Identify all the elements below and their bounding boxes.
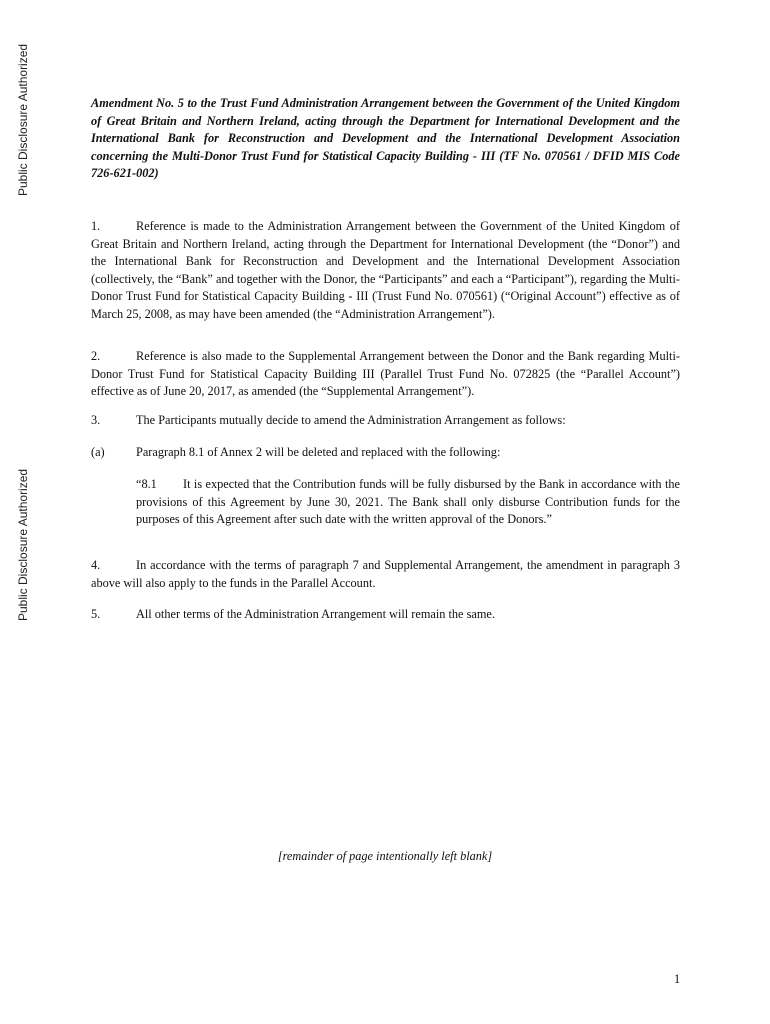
paragraph-number: 2. <box>91 349 101 363</box>
paragraph-text: All other terms of the Administration Arrangement will remain the same. <box>136 607 495 621</box>
document-title: Amendment No. 5 to the Trust Fund Administration Arrangement between the Government of the United Kingdom of Great Britain and Northern Ireland, acting through the Department for International Development and the International Bank for Reconstruction and Development and the International Development Association concerning the Multi-Donor Trust Fund for Statistical Capacity Building - III (TF No. 070561 / DFID MIS Code 726-621-002) <box>91 96 680 180</box>
blank-page-note: [remainder of page intentionally left blank] <box>277 849 493 863</box>
quoted-clause-8-1 <box>136 476 680 529</box>
paragraph-text: Reference is made to the Administration Arrangement between the Government of the United Kingdom of Great Britain and Northern Ireland, acting through the Department for International Development (the “Donor”) and the International Bank for Reconstruction and Development and the International Development Association (collectively, the “Bank” and together with the Donor, the “Participants” and each a “Participant”), regarding the Multi-Donor Trust Fund for Statistical Capacity Building - III (Trust Fund No. 070561) (“Original Account”) effective as of March 25, 2008, as may have been amended (the “Administration Arrangement”). <box>91 219 680 321</box>
quoted-clause-text: It is expected that the Contribution funds will be fully disbursed by the Bank in accordance with the provisions of this Agreement by June 30, 2021. The Bank shall only disburse Contribution funds for the purposes of this Agreement after such date with the written approval of the Donors.” <box>136 477 680 526</box>
paragraph-number: 1. <box>91 219 101 233</box>
page-number: 1 <box>674 972 681 986</box>
paragraph-text: Reference is also made to the Supplemental Arrangement between the Donor and the Bank regarding Multi-Donor Trust Fund for Statistical Capacity Building III (Parallel Trust Fund No. 072825 (the “Parallel Account”) effective as of June 20, 2017, as amended (the “Supplemental Arrangement”). <box>91 349 680 398</box>
paragraph-4 <box>91 557 680 592</box>
paragraph-2 <box>91 348 680 401</box>
paragraph-number: 3. <box>91 413 101 427</box>
disclosure-watermark-top: Public Disclosure Authorized <box>16 43 30 196</box>
paragraph-number: 5. <box>91 607 101 621</box>
paragraph-text: In accordance with the terms of paragraph 7 and Supplemental Arrangement, the amendment in paragraph 3 above will also apply to the funds in the Parallel Account. <box>91 558 680 590</box>
paragraph-number: (a) <box>91 445 105 459</box>
paragraph-3 <box>91 412 680 430</box>
paragraph-5 <box>91 606 680 624</box>
paragraph-text: Paragraph 8.1 of Annex 2 will be deleted and replaced with the following: <box>136 445 501 459</box>
quoted-clause-number: “8.1 <box>136 477 157 491</box>
paragraph-3a <box>91 444 680 462</box>
paragraph-number: 4. <box>91 558 101 572</box>
paragraph-text: The Participants mutually decide to amend the Administration Arrangement as follows: <box>136 413 566 427</box>
disclosure-watermark-bottom: Public Disclosure Authorized <box>16 468 30 621</box>
paragraph-1 <box>91 218 680 323</box>
